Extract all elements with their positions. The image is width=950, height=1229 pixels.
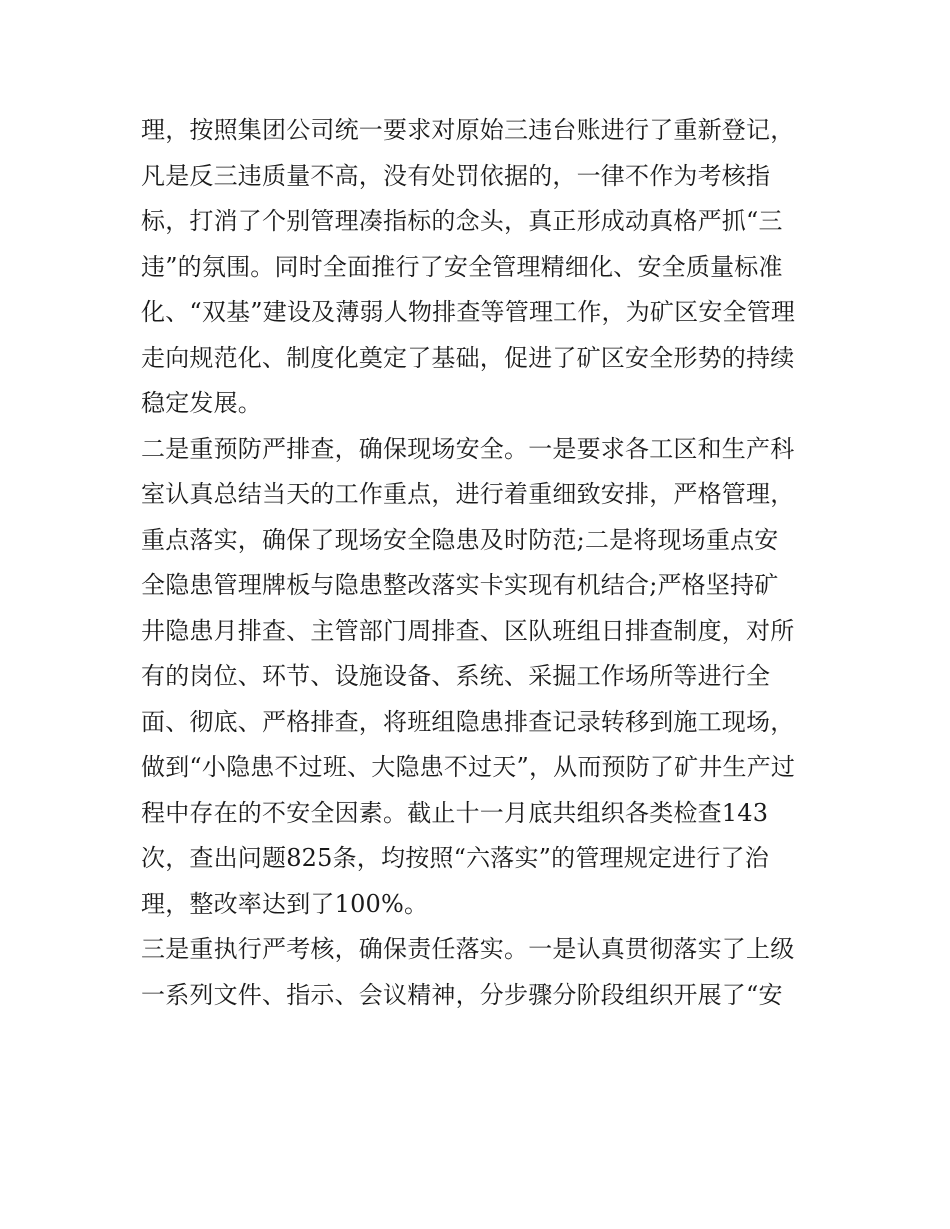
text-line: 全隐患管理牌板与隐患整改落实卡实现有机结合;严格坚持矿 <box>141 571 779 599</box>
text-line: 面、彻底、严格排查，将班组隐患排查记录转移到施工现场， <box>141 707 795 736</box>
text-line: 井隐患月排查、主管部门周排查、区队班组日排查制度，对所 <box>141 616 795 645</box>
text-line: 程中存在的不安全因素。截止十一月底共组织各类检查143 <box>141 798 769 827</box>
text-line: 三是重执行严考核，确保责任落实。一是认真贯彻落实了上级 <box>141 935 795 963</box>
text-line: 稳定发展。 <box>141 389 262 417</box>
text-line: 违”的氛围。同时全面推行了安全管理精细化、安全质量标准 <box>141 252 783 281</box>
text-line: 做到“小隐患不过班、大隐患不过天”，从而预防了矿井生产过 <box>141 753 796 781</box>
text-line: 室认真总结当天的工作重点，进行着重细致安排，严格管理， <box>141 480 795 508</box>
text-line: 一系列文件、指示、会议精神，分步骤分阶段组织开展了“安 <box>141 980 783 1009</box>
text-line: 走向规范化、制度化奠定了基础，促进了矿区安全形势的持续 <box>141 343 795 372</box>
text-line: 理，整改率达到了100%。 <box>141 889 429 918</box>
text-line: 二是重预防严排查，确保现场安全。一是要求各工区和生产科 <box>141 434 795 463</box>
text-line: 次，查出问题825条，均按照“六落实”的管理规定进行了治 <box>141 844 769 872</box>
text-line: 标，打消了个别管理凑指标的念头，真正形成动真格严抓“三 <box>141 207 783 235</box>
text-line: 理，按照集团公司统一要求对原始三违台账进行了重新登记， <box>141 116 795 144</box>
body-text <box>141 108 821 1018</box>
text-line: 重点落实，确保了现场安全隐患及时防范;二是将现场重点安 <box>141 525 779 554</box>
text-line: 化、“双基”建设及薄弱人物排查等管理工作，为矿区安全管理 <box>141 298 796 326</box>
text-line: 凡是反三违质量不高，没有处罚依据的，一律不作为考核指 <box>141 161 771 190</box>
text-line: 有的岗位、环节、设施设备、系统、采掘工作场所等进行全 <box>141 662 771 690</box>
